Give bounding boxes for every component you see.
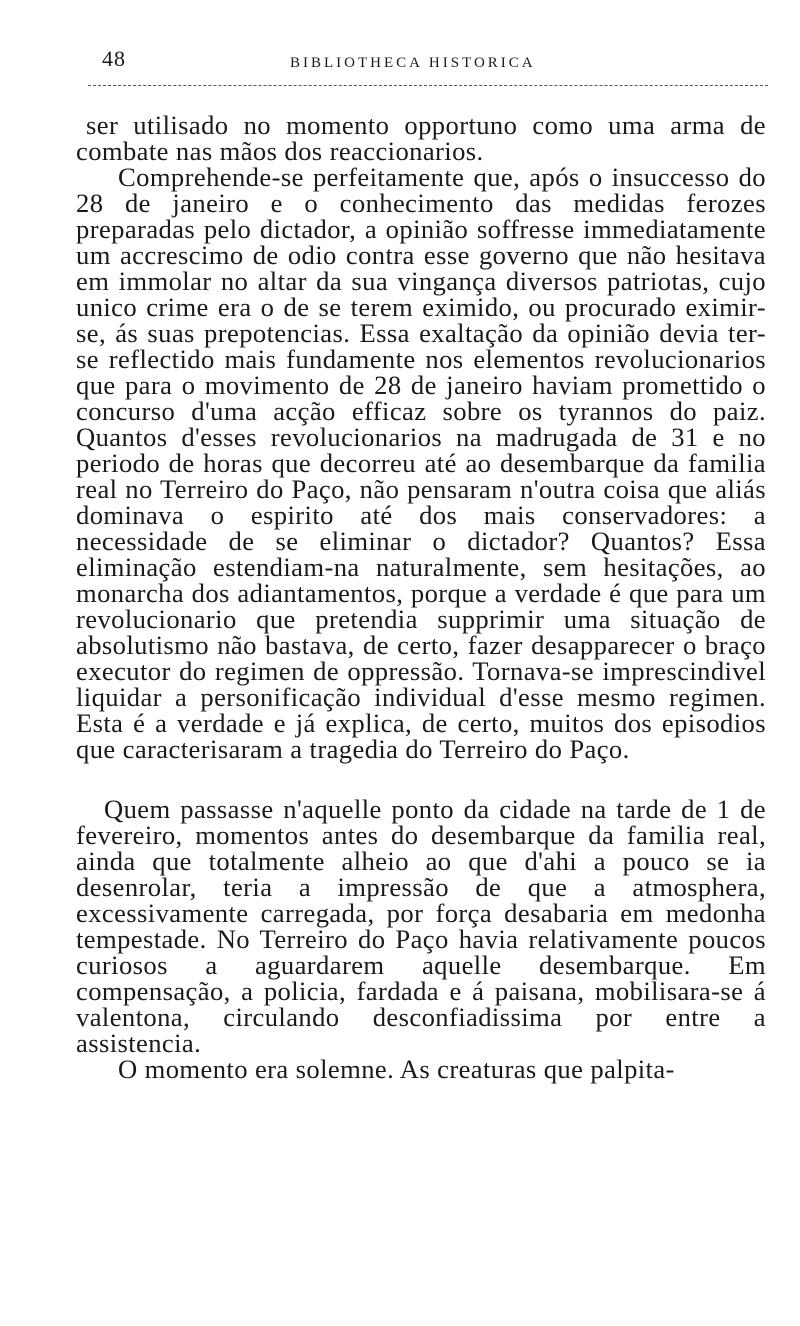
paragraph: O momento era solemne. As creaturas que palpita- <box>118 1054 675 1084</box>
header-rule <box>88 85 768 86</box>
page-header <box>88 40 768 90</box>
running-title: BIBLIOTHECA HISTORICA <box>290 55 536 71</box>
paragraph: Quem passasse n'aquelle ponto da cidade na tarde de 1 de fevereiro, momentos antes do desembarque da familia real, ainda que totalmente alheio ao que d'ahi a pouco se ia desenrolar, teria a impressão de que a atmosphera, excessivamente carregada, por força desabaria em medonha tempestade. No Terreiro do Paço havia relativamente poucos curiosos a aguardarem aquelle desembarque. Em compensação, a policia, fardada e á paisana, mobilisara-se á valentona, circulando desconfiadissima por entre a assistencia. <box>76 794 766 1058</box>
page-number: 48 <box>102 46 126 71</box>
paragraph: Comprehende-se perfeitamente que, após o insuccesso do 28 de janeiro e o conhecimento das medidas ferozes preparadas pelo dictador, a opinião soffresse immediatamente um accrescimo de odio contra esse governo que não hesitava em immolar no altar da sua vingança diversos patriotas, cujo unico crime era o de se terem eximido, ou procurado eximir-se, ás suas prepotencias. Essa exaltação da opinião devia ter-se reflectido mais fundamente nos elementos revolucionarios que para o movimento de 28 de janeiro haviam promettido o concurso d'uma acção efficaz sobre os tyrannos do paiz. Quantos d'esses revolucionarios na madrugada de 31 e no periodo de horas que decorreu até ao desembarque da familia real no Terreiro do Paço, não pensaram n'outra coisa que aliás dominava o espirito até dos mais conservadores: a necessidade de se eliminar o dictador? Quantos? Essa eliminação estendiam-na naturalmente, sem hesitações, ao monarcha dos adiantamentos, porque a verdade é que para um revolucionario que pretendia supprimir uma situação de absolutismo não bastava, de certo, fazer desapparecer o braço executor do regimen de oppressão. Tornava-se imprescindivel liquidar a personificação individual d'esse mesmo regimen. Esta é a verdade e já explica, de certo, muitos dos episodios que caracterisaram a tragedia do Terreiro do Paço. <box>76 162 766 764</box>
paragraph-continuation: ser utilisado no momento opportuno como uma arma de combate nas mãos dos reaccionarios. <box>76 110 766 166</box>
body-text <box>76 112 766 1082</box>
